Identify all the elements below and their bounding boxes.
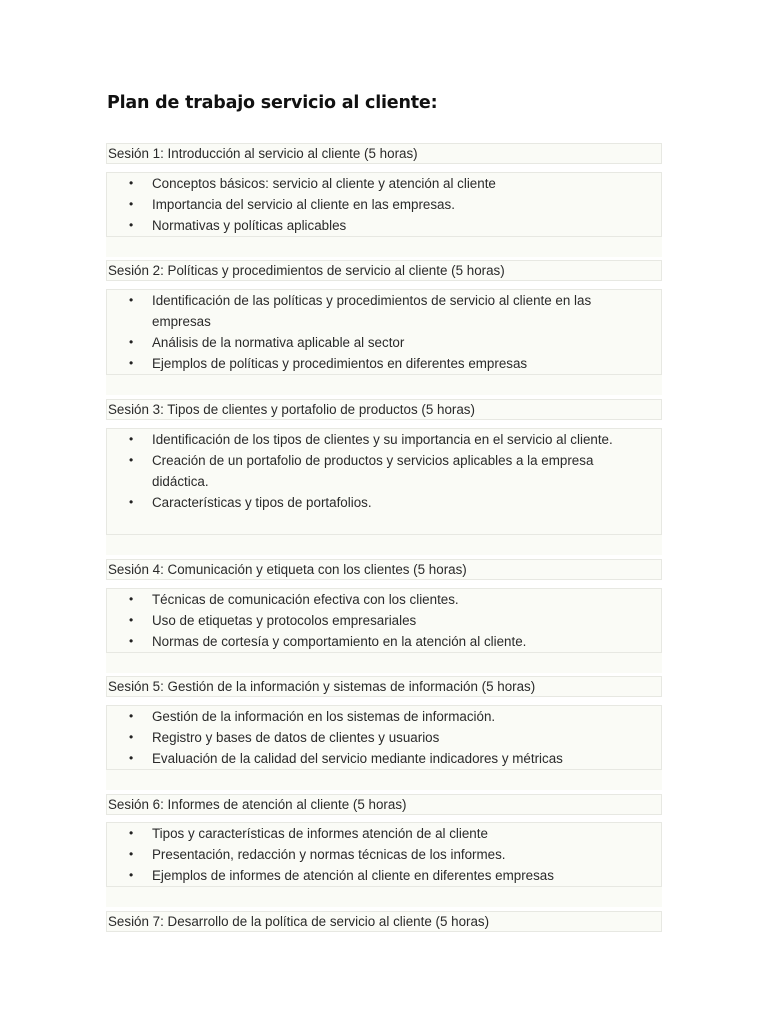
list-item: • Creación de un portafolio de productos y servicios aplicables a la empresa didáctica.: [107, 450, 661, 492]
session-5-topics: [106, 705, 662, 770]
session-1-title: Sesión 1: Introducción al servicio al cliente (5 horas): [106, 143, 662, 164]
list-item: • Gestión de la información en los sistemas de información.: [107, 706, 661, 727]
list-item: • Conceptos básicos: servicio al cliente y atención al cliente: [107, 173, 661, 194]
list-item: • Técnicas de comunicación efectiva con los clientes.: [107, 589, 661, 610]
list-item: • Uso de etiquetas y protocolos empresariales: [107, 610, 661, 631]
section-gap: [106, 535, 662, 555]
session-2-title: Sesión 2: Políticas y procedimientos de servicio al cliente (5 horas): [106, 260, 662, 281]
list-item: • Tipos y características de informes atención de al cliente: [107, 823, 661, 844]
session-3-topics: [106, 428, 662, 535]
section-gap: [106, 653, 662, 673]
session-4-title: Sesión 4: Comunicación y etiqueta con los clientes (5 horas): [106, 559, 662, 580]
list-item: • Importancia del servicio al cliente en las empresas.: [107, 194, 661, 215]
list-item: • Normas de cortesía y comportamiento en la atención al cliente.: [107, 631, 661, 652]
list-item: • Identificación de los tipos de clientes y su importancia en el servicio al cliente.: [107, 429, 661, 450]
session-1-topics: [106, 172, 662, 237]
list-item: • Identificación de las políticas y procedimientos de servicio al cliente en las empresas: [107, 290, 661, 332]
list-item: • Registro y bases de datos de clientes y usuarios: [107, 727, 661, 748]
section-gap: [106, 375, 662, 395]
section-gap: [106, 237, 662, 257]
session-6-title: Sesión 6: Informes de atención al cliente (5 horas): [106, 794, 662, 815]
list-item: • Presentación, redacción y normas técnicas de los informes.: [107, 844, 661, 865]
section-gap: [106, 770, 662, 790]
session-3-title: Sesión 3: Tipos de clientes y portafolio de productos (5 horas): [106, 399, 662, 420]
list-item: • Análisis de la normativa aplicable al sector: [107, 332, 661, 353]
list-item: • Evaluación de la calidad del servicio mediante indicadores y métricas: [107, 748, 661, 769]
session-5-title: Sesión 5: Gestión de la información y sistemas de información (5 horas): [106, 676, 662, 697]
list-item: • Normativas y políticas aplicables: [107, 215, 661, 236]
session-2-topics: [106, 289, 662, 375]
list-item: • Ejemplos de informes de atención al cliente en diferentes empresas: [107, 865, 661, 886]
page-title: Plan de trabajo servicio al cliente:: [107, 93, 438, 113]
section-gap: [106, 887, 662, 907]
session-6-topics: [106, 822, 662, 887]
list-item: • Ejemplos de políticas y procedimientos en diferentes empresas: [107, 353, 661, 374]
list-item: • Características y tipos de portafolios.: [107, 492, 661, 513]
session-4-topics: [106, 588, 662, 653]
session-7-title: Sesión 7: Desarrollo de la política de servicio al cliente (5 horas): [106, 911, 662, 932]
